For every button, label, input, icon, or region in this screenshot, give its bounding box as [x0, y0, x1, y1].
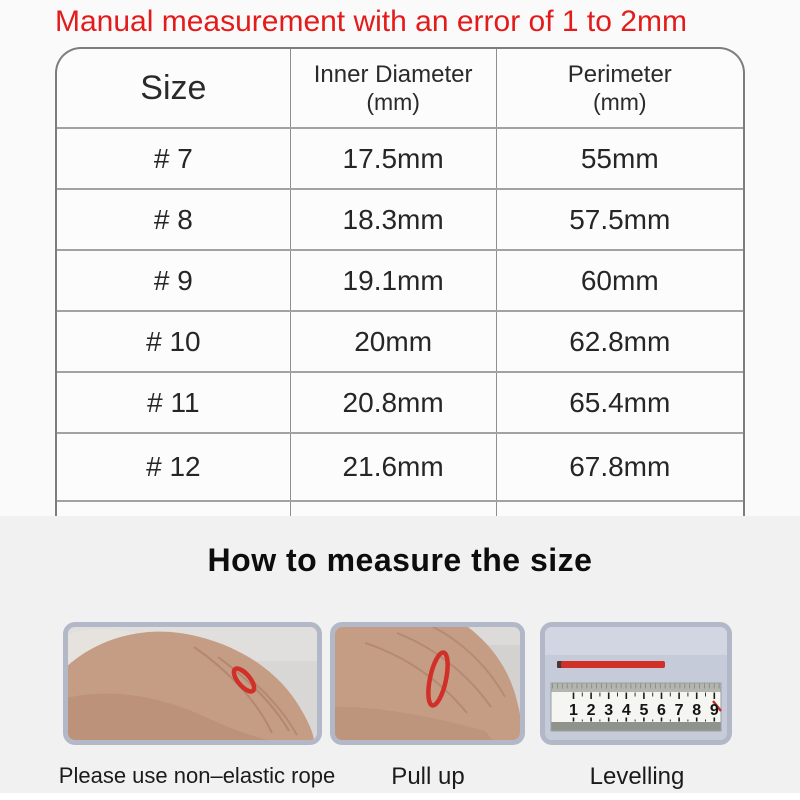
ruler-number: 8 [692, 702, 702, 719]
size-table-row [57, 311, 743, 372]
ruler-number: 9 [709, 702, 719, 719]
size-table-cell: 55mm [496, 128, 743, 189]
size-table-cell: 20mm [290, 311, 496, 372]
ruler-bottom-strip [551, 722, 721, 731]
ruler-number: 3 [604, 702, 614, 719]
size-table-cell: # 7 [57, 128, 290, 189]
measure-step-card-3 [540, 622, 732, 745]
column-header-size-label: Size [140, 68, 207, 107]
column-header-perimeter-label: Perimeter [567, 60, 672, 88]
size-table-cell: 67.8mm [496, 433, 743, 501]
size-table-cell: # 12 [57, 433, 290, 501]
column-header-perimeter-unit: (mm) [592, 88, 647, 115]
size-table-cell: # 9 [57, 250, 290, 311]
size-table-cell: 21.6mm [290, 433, 496, 501]
size-table-frame [55, 47, 745, 516]
size-table-cell: 65.4mm [496, 372, 743, 433]
size-table-header [57, 49, 743, 128]
ruler-number: 5 [639, 702, 649, 719]
size-guide-title: Manual measurement with an error of 1 to 2mm [55, 5, 687, 38]
size-table-cell: 20.8mm [290, 372, 496, 433]
size-table-cell: 60mm [496, 250, 743, 311]
size-table-cell: 17.5mm [290, 128, 496, 189]
step-caption-2: Pull up [391, 763, 465, 790]
size-table-cell: 57.5mm [496, 189, 743, 250]
ruler-number: 6 [657, 702, 666, 719]
how-to-measure-heading: How to measure the size [207, 542, 593, 578]
column-header-perimeter [496, 49, 743, 128]
size-table-cell: # 8 [57, 189, 290, 250]
size-table-row [57, 250, 743, 311]
step-caption-1: Please use non–elastic rope [58, 763, 336, 788]
ruler-number: 7 [674, 702, 684, 719]
size-table-cell: 18.3mm [290, 189, 496, 250]
red-rope-straight [561, 661, 665, 668]
measure-step-card-2 [330, 622, 525, 745]
size-table-row-clipped [57, 501, 743, 516]
how-to-measure-section [0, 516, 800, 800]
column-header-inner-diameter-label: Inner Diameter [313, 60, 473, 88]
size-table [57, 49, 743, 516]
rope-pull-up-illustration [335, 627, 520, 740]
measure-step-card-1 [63, 622, 322, 745]
size-table-cell: 19.1mm [290, 250, 496, 311]
size-table-cell: 62.8mm [496, 311, 743, 372]
size-table-body [57, 128, 743, 516]
bottom-white-strip [0, 793, 800, 800]
ruler-number: 4 [621, 702, 631, 719]
column-header-size [57, 49, 290, 128]
size-table-row [57, 128, 743, 189]
hand-with-rope-illustration [68, 627, 317, 740]
ruler-illustration [545, 627, 727, 740]
size-table-row [57, 189, 743, 250]
size-table-cell: # 10 [57, 311, 290, 372]
column-header-inner-diameter [290, 49, 496, 128]
ruler-number: 2 [586, 702, 596, 719]
step-caption-3: Levelling [589, 763, 685, 790]
size-table-row [57, 433, 743, 501]
size-table-cell: # 11 [57, 372, 290, 433]
size-table-row [57, 372, 743, 433]
column-header-inner-diameter-unit: (mm) [366, 88, 420, 115]
ruler-number: 1 [569, 702, 578, 719]
